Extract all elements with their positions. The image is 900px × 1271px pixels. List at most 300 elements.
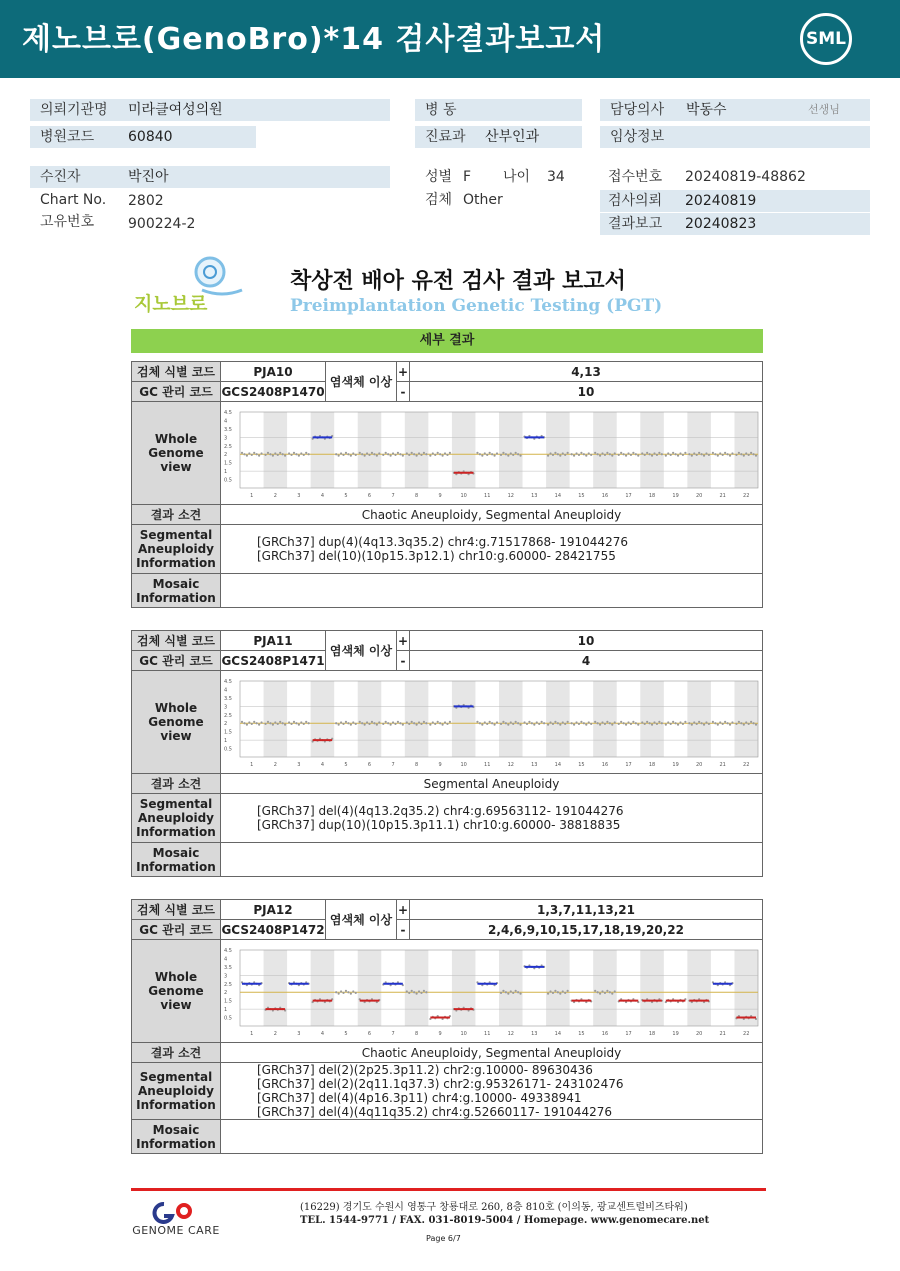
data-point xyxy=(580,720,582,722)
data-point xyxy=(627,452,629,454)
data-point xyxy=(347,991,349,993)
y-tick-label: 3.5 xyxy=(223,695,232,702)
x-tick-label: 10 xyxy=(459,492,467,499)
data-point xyxy=(483,452,485,454)
mosaic-label: Mosaic Information xyxy=(132,1120,221,1154)
data-point xyxy=(679,721,681,723)
chart-no-label: Chart No. xyxy=(40,192,107,208)
doctor-label: 담당의사 xyxy=(610,102,665,118)
segmental-info xyxy=(221,794,763,843)
x-tick-label: 6 xyxy=(367,1030,371,1037)
chromosome-band xyxy=(404,950,428,1026)
data-point xyxy=(667,452,669,454)
genome-care-logo xyxy=(130,1200,222,1240)
data-point xyxy=(517,722,519,724)
data-point xyxy=(436,720,438,722)
data-point xyxy=(504,991,506,993)
x-tick-label: 1 xyxy=(249,761,253,768)
y-tick-label: 2.5 xyxy=(223,443,232,450)
y-tick-label: 1.5 xyxy=(223,460,232,467)
y-tick-label: 4 xyxy=(223,686,227,693)
data-point xyxy=(564,453,566,455)
data-point xyxy=(608,453,610,455)
data-point xyxy=(297,454,299,456)
data-point xyxy=(363,723,365,725)
data-point xyxy=(441,454,443,456)
data-point xyxy=(295,722,297,724)
data-point xyxy=(425,991,427,993)
request-date-label: 검사의뢰 xyxy=(608,193,663,209)
y-tick-label: 1 xyxy=(223,1006,227,1013)
chromosome-band xyxy=(499,681,523,757)
data-point xyxy=(641,721,643,723)
chromosome-band xyxy=(499,950,523,1026)
data-point xyxy=(641,452,643,454)
chromosome-band xyxy=(593,412,617,488)
result-value: Segmental Aneuploidy xyxy=(221,774,763,794)
y-tick-label: 1.5 xyxy=(223,998,232,1005)
x-tick-label: 21 xyxy=(718,1030,726,1037)
data-point xyxy=(731,452,733,454)
data-point xyxy=(655,453,657,455)
data-point xyxy=(502,451,504,453)
data-point xyxy=(572,723,574,725)
y-tick-label: 0.5 xyxy=(223,1015,232,1022)
data-point xyxy=(502,720,504,722)
data-point xyxy=(698,720,700,722)
x-tick-label: 7 xyxy=(390,1030,395,1037)
data-point xyxy=(750,720,752,722)
report-date-value: 20240823 xyxy=(685,216,757,232)
segmental-label: Segmental Aneuploidy Information xyxy=(132,794,221,843)
data-point xyxy=(646,720,648,722)
data-point xyxy=(499,722,501,724)
genobro-logo-text: 지노브로 xyxy=(134,293,208,315)
data-point xyxy=(688,722,690,724)
data-point xyxy=(674,722,676,724)
data-point xyxy=(669,453,671,455)
data-point xyxy=(253,451,255,453)
x-tick-label: 21 xyxy=(718,761,726,768)
x-tick-label: 20 xyxy=(695,492,702,499)
data-point xyxy=(502,989,504,991)
data-point xyxy=(745,721,747,723)
data-point xyxy=(250,453,252,455)
data-point xyxy=(580,451,582,453)
data-point xyxy=(707,453,709,455)
genome-plot-cell xyxy=(221,402,763,505)
data-point xyxy=(378,452,380,454)
data-point xyxy=(737,720,739,722)
data-point xyxy=(716,723,718,725)
age-label: 나이 xyxy=(503,169,531,185)
data-point xyxy=(425,453,427,455)
chromosome-band xyxy=(263,681,287,757)
segmental-line: [GRCh37] dup(4)(4q13.3q35.2) chr4:g.71517868- 191044276 xyxy=(257,535,628,549)
x-tick-label: 13 xyxy=(530,1030,538,1037)
data-point xyxy=(575,452,577,454)
x-tick-label: 17 xyxy=(624,492,632,499)
data-point xyxy=(566,451,568,453)
data-point xyxy=(375,454,377,456)
patient-field xyxy=(30,166,390,188)
data-point xyxy=(735,722,737,724)
data-point xyxy=(420,453,422,455)
data-point xyxy=(598,454,600,456)
data-point xyxy=(283,723,285,725)
data-point xyxy=(370,451,372,453)
data-point xyxy=(405,990,407,992)
data-point xyxy=(413,453,415,455)
data-point xyxy=(632,720,634,722)
data-point xyxy=(512,991,514,993)
data-point xyxy=(726,722,728,724)
x-tick-label: 11 xyxy=(483,492,490,499)
minus-sign: - xyxy=(397,920,410,940)
data-point xyxy=(572,454,574,456)
sex-label: 성별 xyxy=(425,169,453,185)
data-point xyxy=(551,722,553,724)
data-point xyxy=(711,720,713,722)
department-value: 산부인과 xyxy=(485,129,540,145)
data-point xyxy=(594,451,596,453)
data-point xyxy=(606,451,608,453)
data-point xyxy=(276,453,278,455)
data-point xyxy=(624,723,626,725)
data-point xyxy=(264,453,266,455)
x-tick-label: 2 xyxy=(273,761,277,768)
data-point xyxy=(499,453,501,455)
data-point xyxy=(653,721,655,723)
data-point xyxy=(415,723,417,725)
x-tick-label: 19 xyxy=(671,1030,679,1037)
abnormality-label: 염색체 이상 xyxy=(326,362,397,402)
chromosome-band xyxy=(451,412,475,488)
result-label: 결과 소견 xyxy=(132,774,221,794)
data-point xyxy=(417,721,419,723)
data-point xyxy=(603,453,605,455)
data-point xyxy=(517,991,519,993)
data-point xyxy=(624,454,626,456)
data-point xyxy=(405,452,407,454)
x-tick-label: 2 xyxy=(273,492,277,499)
specimen-value: Other xyxy=(463,192,503,208)
data-point xyxy=(724,720,726,722)
data-point xyxy=(559,454,561,456)
data-point xyxy=(596,991,598,993)
unique-no-value: 900224-2 xyxy=(128,216,196,232)
x-tick-label: 5 xyxy=(343,492,348,499)
x-tick-label: 14 xyxy=(554,1030,561,1037)
plus-sign: + xyxy=(397,900,410,920)
department-field xyxy=(415,126,582,148)
data-point xyxy=(349,723,351,725)
data-point xyxy=(307,453,309,455)
data-point xyxy=(643,453,645,455)
data-point xyxy=(514,720,516,722)
data-point xyxy=(425,722,427,724)
x-tick-label: 20 xyxy=(695,761,702,768)
data-point xyxy=(342,453,344,455)
x-tick-label: 12 xyxy=(507,1030,514,1037)
chromosome-band xyxy=(640,681,664,757)
data-point xyxy=(559,723,561,725)
chromosome-band xyxy=(404,412,428,488)
data-point xyxy=(410,989,412,991)
result-value: Chaotic Aneuploidy, Segmental Aneuploidy xyxy=(221,505,763,525)
footer-address: (16229) 경기도 수원시 영통구 창룡대로 260, 8층 810호 (이의동, 광교센트럴비즈타워) xyxy=(300,1202,688,1213)
data-point xyxy=(620,720,622,722)
data-point xyxy=(431,452,433,454)
data-point xyxy=(292,720,294,722)
data-point xyxy=(436,451,438,453)
sample-id-label: 검체 식별 코드 xyxy=(132,900,221,920)
data-point xyxy=(358,451,360,453)
chromosome-band xyxy=(734,681,758,757)
x-tick-label: 16 xyxy=(601,492,608,499)
x-tick-label: 8 xyxy=(414,1030,418,1037)
y-tick-label: 3.5 xyxy=(223,964,232,971)
data-point xyxy=(514,989,516,991)
data-point xyxy=(577,453,579,455)
data-point xyxy=(731,721,733,723)
data-point xyxy=(587,721,589,723)
data-point xyxy=(598,992,600,994)
data-point xyxy=(561,990,563,992)
data-point xyxy=(559,992,561,994)
minus-sign: - xyxy=(397,382,410,402)
data-point xyxy=(415,454,417,456)
pgt-title: 착상전 배아 유전 검사 결과 보고서 xyxy=(290,269,626,294)
data-point xyxy=(387,722,389,724)
y-tick-label: 2 xyxy=(223,720,227,727)
doctor-value: 박동수 xyxy=(686,102,727,118)
data-point xyxy=(491,722,493,724)
data-point xyxy=(523,721,525,723)
data-point xyxy=(307,722,309,724)
chromosome-band xyxy=(310,412,334,488)
data-point xyxy=(339,721,341,723)
hospital-code-field xyxy=(30,126,256,148)
y-tick-label: 0.5 xyxy=(223,477,232,484)
data-point xyxy=(528,720,530,722)
data-point xyxy=(664,723,666,725)
x-tick-label: 8 xyxy=(414,492,418,499)
y-tick-label: 2 xyxy=(223,989,227,996)
data-point xyxy=(684,720,686,722)
x-tick-label: 17 xyxy=(624,1030,632,1037)
data-point xyxy=(688,453,690,455)
data-point xyxy=(349,454,351,456)
x-tick-label: 4 xyxy=(320,1030,324,1037)
data-point xyxy=(509,990,511,992)
data-point xyxy=(354,991,356,993)
sample-table xyxy=(131,630,763,877)
x-tick-label: 15 xyxy=(577,492,585,499)
plus-sign: + xyxy=(397,362,410,382)
data-point xyxy=(240,720,242,722)
loss-chromosomes: 10 xyxy=(410,382,763,402)
data-point xyxy=(391,452,393,454)
y-tick-label: 2 xyxy=(223,451,227,458)
data-point xyxy=(413,722,415,724)
data-point xyxy=(582,722,584,724)
data-point xyxy=(594,989,596,991)
x-tick-label: 1 xyxy=(249,1030,253,1037)
data-point xyxy=(486,453,488,455)
data-point xyxy=(354,722,356,724)
x-tick-label: 16 xyxy=(601,1030,608,1037)
whole-genome-label: Whole Genome view xyxy=(132,940,221,1043)
data-point xyxy=(478,453,480,455)
data-point xyxy=(300,721,302,723)
data-point xyxy=(352,452,354,454)
mosaic-value xyxy=(221,574,763,608)
chromosome-band xyxy=(687,950,711,1026)
chromosome-band xyxy=(451,950,475,1026)
data-point xyxy=(608,991,610,993)
x-tick-label: 6 xyxy=(367,761,371,768)
x-tick-label: 16 xyxy=(601,761,608,768)
y-tick-label: 3.5 xyxy=(223,426,232,433)
data-point xyxy=(582,453,584,455)
data-point xyxy=(245,723,247,725)
chromosome-band xyxy=(263,412,287,488)
x-tick-label: 11 xyxy=(483,761,490,768)
result-value: Chaotic Aneuploidy, Segmental Aneuploidy xyxy=(221,1043,763,1063)
x-tick-label: 7 xyxy=(390,761,395,768)
data-point xyxy=(606,989,608,991)
data-point xyxy=(271,454,273,456)
institution-field xyxy=(30,99,390,121)
data-point xyxy=(627,721,629,723)
data-point xyxy=(648,722,650,724)
data-point xyxy=(495,721,497,723)
data-point xyxy=(363,454,365,456)
chromosome-band xyxy=(640,950,664,1026)
mosaic-label: Mosaic Information xyxy=(132,843,221,877)
data-point xyxy=(422,451,424,453)
specimen-label: 검체 xyxy=(425,192,453,208)
sample-id-value: PJA11 xyxy=(221,631,326,651)
chromosome-band xyxy=(687,681,711,757)
data-point xyxy=(297,723,299,725)
data-point xyxy=(375,723,377,725)
mosaic-value xyxy=(221,1120,763,1154)
sample-table xyxy=(131,899,763,1154)
data-point xyxy=(721,722,723,724)
data-point xyxy=(695,453,697,455)
data-point xyxy=(590,722,592,724)
data-point xyxy=(504,453,506,455)
data-point xyxy=(483,721,485,723)
data-point xyxy=(750,451,752,453)
x-tick-label: 15 xyxy=(577,1030,585,1037)
x-tick-label: 5 xyxy=(343,761,348,768)
x-tick-label: 4 xyxy=(320,492,324,499)
data-point xyxy=(344,451,346,453)
loss-chromosomes: 2,4,6,9,10,15,17,18,19,20,22 xyxy=(410,920,763,940)
x-tick-label: 5 xyxy=(343,1030,348,1037)
data-point xyxy=(337,992,339,994)
data-point xyxy=(431,721,433,723)
data-point xyxy=(693,721,695,723)
data-point xyxy=(690,454,692,456)
data-point xyxy=(365,452,367,454)
chromosome-band xyxy=(357,950,381,1026)
gain-chromosomes: 10 xyxy=(410,631,763,651)
data-point xyxy=(611,992,613,994)
data-point xyxy=(512,453,514,455)
data-point xyxy=(752,722,754,724)
gain-chromosomes: 1,3,7,11,13,21 xyxy=(410,900,763,920)
data-point xyxy=(396,451,398,453)
data-point xyxy=(401,723,403,725)
data-point xyxy=(561,452,563,454)
data-point xyxy=(387,453,389,455)
chromosome-band xyxy=(593,950,617,1026)
data-point xyxy=(269,722,271,724)
chromosome-band xyxy=(734,412,758,488)
data-point xyxy=(594,720,596,722)
data-point xyxy=(439,453,441,455)
data-point xyxy=(598,723,600,725)
data-point xyxy=(361,722,363,724)
segmental-line: [GRCh37] del(2)(2p25.3p11.2) chr2:g.10000- 89630436 xyxy=(257,1063,593,1077)
unique-no-label: 고유번호 xyxy=(40,214,95,230)
data-point xyxy=(481,723,483,725)
data-point xyxy=(650,723,652,725)
y-tick-label: 4 xyxy=(223,955,227,962)
x-tick-label: 4 xyxy=(320,761,324,768)
data-point xyxy=(740,453,742,455)
data-point xyxy=(554,720,556,722)
data-point xyxy=(549,721,551,723)
data-point xyxy=(551,991,553,993)
hospital-code-label: 병원코드 xyxy=(40,129,95,145)
data-point xyxy=(258,454,260,456)
data-point xyxy=(674,453,676,455)
data-point xyxy=(396,720,398,722)
data-point xyxy=(629,453,631,455)
page-number: Page 6/7 xyxy=(426,1234,461,1243)
data-point xyxy=(603,722,605,724)
chromosome-band xyxy=(734,950,758,1026)
data-point xyxy=(408,453,410,455)
data-point xyxy=(728,723,730,725)
data-point xyxy=(446,453,448,455)
data-point xyxy=(434,722,436,724)
x-tick-label: 14 xyxy=(554,761,561,768)
data-point xyxy=(533,723,535,725)
data-point xyxy=(679,452,681,454)
footer-address-block xyxy=(300,1201,709,1227)
sample-id-label: 검체 식별 코드 xyxy=(132,362,221,382)
x-tick-label: 2 xyxy=(273,1030,277,1037)
data-point xyxy=(287,452,289,454)
sample-id-value: PJA10 xyxy=(221,362,326,382)
data-point xyxy=(443,452,445,454)
data-point xyxy=(747,722,749,724)
data-point xyxy=(519,723,521,725)
data-point xyxy=(540,720,542,722)
chromosome-band xyxy=(451,681,475,757)
chromosome-band xyxy=(357,412,381,488)
data-point xyxy=(617,453,619,455)
hospital-code-value: 60840 xyxy=(128,129,173,145)
report-title: 제노브로(GenoBro)*14 검사결과보고서 xyxy=(22,22,606,57)
x-tick-label: 1 xyxy=(249,492,253,499)
